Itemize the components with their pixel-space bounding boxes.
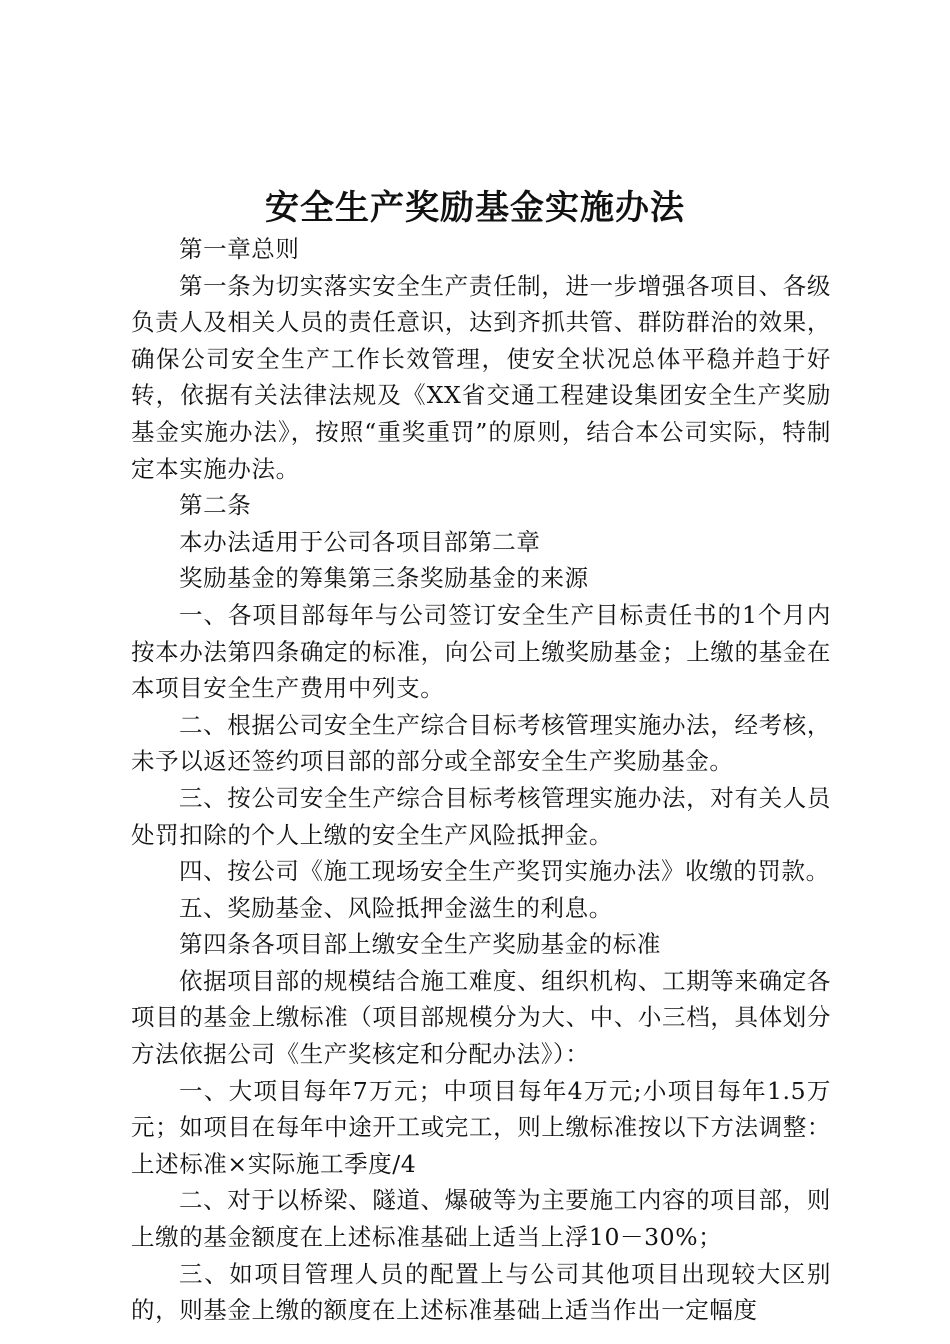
paragraph-chapter-1: 第一章总则 — [179, 235, 300, 263]
paragraph-standard-basis: 依据项目部的规模结合施工难度、组织机构、工期等来确定各项目的基金上缴标准（项目部规模分为大、中、小三档，具体划分方法依据公司《生产奖核定和分配办法》）： — [131, 966, 831, 1069]
paragraph-article-2: 第二条 — [179, 491, 252, 520]
paragraph-source-2: 二、根据公司安全生产综合目标考核管理实施办法，经考核，未予以返还签约项目部的部分或全部安全生产奖励基金。 — [131, 710, 831, 776]
paragraph-source-4: 四、按公司《施工现场安全生产奖罚实施办法》收缴的罚款。 — [179, 857, 830, 886]
paragraph-article-4: 第四条各项目部上缴安全生产奖励基金的标准 — [179, 930, 661, 959]
paragraph-source-5: 五、奖励基金、风险抵押金滋生的利息。 — [179, 893, 613, 922]
paragraph-standard-2: 二、对于以桥梁、隧道、爆破等为主要施工内容的项目部，则上缴的基金额度在上述标准基础上适当上浮10－30%； — [131, 1186, 831, 1252]
paragraph-fund-source-heading: 奖励基金的筹集第三条奖励基金的来源 — [179, 564, 589, 593]
document-body — [131, 231, 831, 1329]
document-title: 安全生产奖励基金实施办法 — [265, 188, 685, 228]
paragraph-scope: 本办法适用于公司各项目部第二章 — [179, 527, 541, 556]
paragraph-standard-3: 三、如项目管理人员的配置上与公司其他项目出现较大区别的，则基金上缴的额度在上述标准基础上适当作出一定幅度 — [131, 1259, 831, 1325]
paragraph-source-3: 三、按公司安全生产综合目标考核管理实施办法，对有关人员处罚扣除的个人上缴的安全生产风险抵押金。 — [131, 783, 831, 849]
paragraph-article-1: 第一条为切实落实安全生产责任制，进一步增强各项目、各级负责人及相关人员的责任意识，达到齐抓共管、群防群治的效果，确保公司安全生产工作长效管理，使安全状况总体平稳并趋于好转，依据有关法律法规及《XX省交通工程建设集团安全生产奖励基金实施办法》，按照“重奖重罚”的原则，结合本公司实际，特制定本实施办法。 — [131, 271, 831, 483]
paragraph-source-1: 一、各项目部每年与公司签订安全生产目标责任书的1个月内按本办法第四条确定的标准，向公司上缴奖励基金；上缴的基金在本项目安全生产费用中列支。 — [131, 600, 831, 703]
paragraph-standard-1: 一、大项目每年7万元；中项目每年4万元;小项目每年1.5万元；如项目在每年中途开工或完工，则上缴标准按以下方法调整：上述标准×实际施工季度/4 — [131, 1076, 831, 1178]
